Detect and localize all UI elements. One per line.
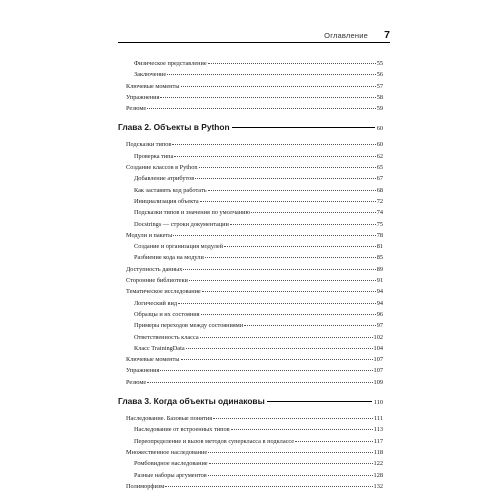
toc-entry-title: Образцы и их состояния xyxy=(134,310,200,318)
toc-entry-page: 81 xyxy=(376,243,383,251)
chapter-title: Глава 2. Объекты в Python xyxy=(118,122,230,133)
toc-entry-title: Создание классов в Python xyxy=(126,164,198,172)
page-number: 7 xyxy=(384,29,390,41)
toc-entry-page: 132 xyxy=(373,482,383,490)
dot-leader xyxy=(178,303,376,304)
toc-entry xyxy=(118,343,383,354)
toc-entry xyxy=(118,81,383,92)
toc-entry xyxy=(118,377,383,388)
toc-entry-title: Ключевые моменты xyxy=(126,356,180,364)
dot-leader xyxy=(189,280,376,281)
toc-entry-title: Наследование. Базовые понятия xyxy=(126,415,213,423)
toc-entry-page: 74 xyxy=(376,209,383,217)
toc-entry-page: 96 xyxy=(376,310,383,318)
toc-entry-page: 107 xyxy=(373,367,383,375)
dot-leader xyxy=(199,167,376,168)
toc-entry-title: Ключевые моменты xyxy=(126,82,180,90)
toc-entry-page: 78 xyxy=(376,231,383,239)
toc-entry-page: 118 xyxy=(373,448,383,456)
dot-leader xyxy=(183,269,375,270)
dot-leader xyxy=(173,235,375,236)
dot-leader xyxy=(200,201,376,202)
toc-entry-page: 57 xyxy=(376,82,383,90)
toc-entry-title: Резюме xyxy=(126,378,147,386)
toc-entry-page: 62 xyxy=(376,152,383,160)
toc-entry-title: Упражнения xyxy=(126,93,160,101)
toc-entry-page: 56 xyxy=(376,71,383,79)
toc-entry xyxy=(118,151,383,162)
dot-leader xyxy=(208,452,373,453)
toc-entry xyxy=(118,185,383,196)
toc-entry-page: 97 xyxy=(376,322,383,330)
toc-entry-title: Подсказки типов и значения по умолчанию xyxy=(134,209,251,217)
toc-entry xyxy=(118,275,383,286)
toc-entry-title: Разные наборы аргументов xyxy=(134,471,207,479)
toc-entry xyxy=(118,424,383,435)
toc-entry-title: Тематическое исследование xyxy=(126,288,201,296)
dot-leader xyxy=(244,325,376,326)
toc-entry-page: 89 xyxy=(376,265,383,273)
toc-entry-title: Полиморфизм xyxy=(126,482,165,490)
dot-leader xyxy=(172,144,375,145)
toc-entry-page: 107 xyxy=(373,356,383,364)
toc-entry-page: 111 xyxy=(374,415,383,423)
toc-entry xyxy=(118,252,383,263)
toc-entry-title: Заключение xyxy=(134,71,167,79)
toc-entry xyxy=(118,139,383,150)
chapter-heading xyxy=(118,120,383,134)
toc-entry-page: 58 xyxy=(376,93,383,101)
toc-entry xyxy=(118,298,383,309)
dot-leader xyxy=(295,441,373,442)
toc-entry xyxy=(118,92,383,103)
dot-leader xyxy=(147,108,376,109)
chapter-page: 60 xyxy=(376,125,383,133)
dot-leader xyxy=(208,190,376,191)
dot-leader xyxy=(231,429,373,430)
dot-leader xyxy=(160,97,375,98)
toc-entry xyxy=(118,309,383,320)
toc-entry-title: Разбиение кода на модули xyxy=(134,254,204,262)
dot-leader xyxy=(202,291,376,292)
dot-leader xyxy=(165,486,372,487)
toc-entry-title: Проверка типа xyxy=(134,152,174,160)
toc-entry xyxy=(118,241,383,252)
toc-entry-title: Модули и пакеты xyxy=(126,231,173,239)
toc-entry xyxy=(118,458,383,469)
toc-entry-title: Создание и организация модулей xyxy=(134,243,224,251)
dot-leader xyxy=(181,359,373,360)
toc-entry-title: Логический вид xyxy=(134,299,178,307)
dot-leader xyxy=(201,314,376,315)
toc-entry-title: Сторонние библиотеки xyxy=(126,277,188,285)
chapter-heading xyxy=(118,394,383,408)
dot-leader xyxy=(208,63,376,64)
toc-entry-title: Наследование от встроенных типов xyxy=(134,426,230,434)
dot-leader xyxy=(251,212,375,213)
running-header xyxy=(118,28,390,43)
toc-entry xyxy=(118,162,383,173)
toc-entry xyxy=(118,58,383,69)
toc-entry-page: 67 xyxy=(376,175,383,183)
toc-entry-title: Доступность данных xyxy=(126,265,183,273)
toc-entry-page: 104 xyxy=(373,344,383,352)
toc-entry xyxy=(118,354,383,365)
toc-entry-title: Как заставить код работать xyxy=(134,186,207,194)
toc-entry xyxy=(118,173,383,184)
toc-entry xyxy=(118,196,383,207)
toc-entry xyxy=(118,436,383,447)
toc-entry-page: 109 xyxy=(373,378,383,386)
toc-entry-title: Подсказки типов xyxy=(126,141,172,149)
toc-entry xyxy=(118,207,383,218)
dot-leader xyxy=(174,156,375,157)
dot-leader xyxy=(205,257,376,258)
toc-entry xyxy=(118,286,383,297)
toc-entry-title: Инициализация объекта xyxy=(134,197,199,205)
dot-leader xyxy=(208,475,373,476)
toc-entry-page: 91 xyxy=(376,277,383,285)
toc-entry xyxy=(118,230,383,241)
toc-entry-page: 55 xyxy=(376,60,383,67)
toc-entry xyxy=(118,103,383,114)
dot-leader xyxy=(224,246,376,247)
chapter-page: 110 xyxy=(373,399,383,407)
toc-entry-page: 59 xyxy=(376,105,383,113)
toc-entry xyxy=(118,470,383,481)
chapter-rule xyxy=(232,127,375,128)
toc-entry-title: Добавление атрибутов xyxy=(134,175,195,183)
toc-entry-title: Класс TrainingData xyxy=(134,344,185,352)
toc-entry-page: 85 xyxy=(376,254,383,262)
dot-leader xyxy=(200,337,373,338)
toc-entry xyxy=(118,320,383,331)
toc-entry-title: Ромбовидное наследование xyxy=(134,460,208,468)
dot-leader xyxy=(181,86,376,87)
dot-leader xyxy=(195,178,375,179)
chapter-title: Глава 3. Когда объекты одинаковы xyxy=(118,396,265,407)
toc-entry-page: 122 xyxy=(373,460,383,468)
table-of-contents xyxy=(118,58,383,492)
toc-entry xyxy=(118,332,383,343)
chapter-rule xyxy=(267,401,372,402)
dot-leader xyxy=(186,348,373,349)
toc-entry-page: 72 xyxy=(376,197,383,205)
dot-leader xyxy=(147,382,372,383)
toc-entry-title: Docstrings — строки документации xyxy=(134,220,229,228)
toc-entry-page: 94 xyxy=(376,299,383,307)
toc-entry-title: Множественное наследование xyxy=(126,448,208,456)
toc-entry-page: 65 xyxy=(376,164,383,172)
dot-leader xyxy=(160,370,372,371)
toc-entry xyxy=(118,447,383,458)
toc-entry xyxy=(118,219,383,230)
toc-entry-page: 75 xyxy=(376,220,383,228)
toc-entry xyxy=(118,365,383,376)
toc-entry-title: Ответственность класса xyxy=(134,333,199,341)
toc-entry-page: 113 xyxy=(373,426,383,434)
toc-entry xyxy=(118,69,383,80)
toc-entry-title: Физическое представление xyxy=(134,60,207,67)
toc-entry xyxy=(118,413,383,424)
toc-entry-page: 68 xyxy=(376,186,383,194)
toc-entry-page: 60 xyxy=(376,141,383,149)
dot-leader xyxy=(230,224,376,225)
dot-leader xyxy=(167,74,376,75)
toc-entry xyxy=(118,264,383,275)
toc-entry-page: 117 xyxy=(373,437,383,445)
toc-entry-page: 128 xyxy=(373,471,383,479)
running-title: Оглавление xyxy=(324,31,368,40)
toc-entry-title: Резюме xyxy=(126,105,147,113)
toc-entry-title: Упражнения xyxy=(126,367,160,375)
dot-leader xyxy=(213,418,373,419)
dot-leader xyxy=(209,463,373,464)
toc-entry-page: 102 xyxy=(373,333,383,341)
toc-entry-title: Примеры переходов между состояниями xyxy=(134,322,244,330)
toc-entry xyxy=(118,481,383,492)
toc-entry-page: 94 xyxy=(376,288,383,296)
toc-entry-title: Переопределение и вызов методов суперкласса в подклассе xyxy=(134,437,295,445)
